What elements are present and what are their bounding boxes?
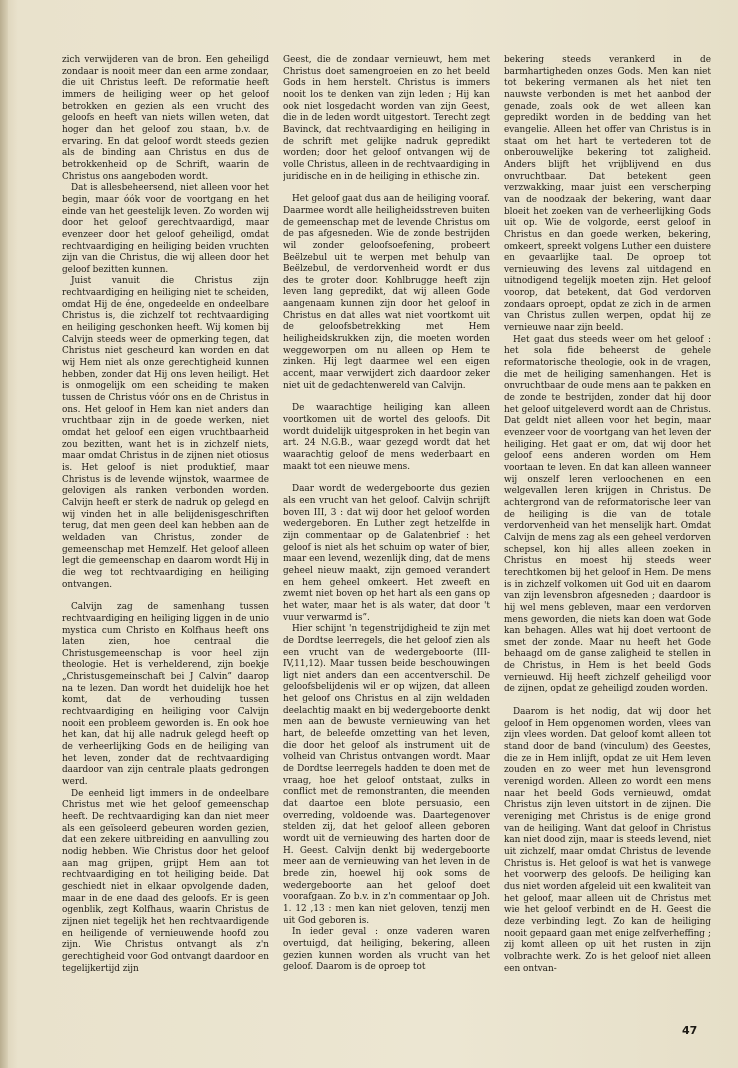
paragraph: De waarachtige heiliging kan alleen voortkomen uit de wortel des geloofs. Dit wordt duidelijk uitgesproken in het begin van art. 24 N.G.B., waar gezegd wordt dat het waarachtig geloof de mens wederbaart en maakt tot een nieuwe mens. [283,403,490,472]
paragraph: bekering steeds verankerd in de barmhartigheden onzes Gods. Men kan niet tot bekering vermanen als het niet ten nauwste verbonden is met het aanbod der genade, zoals ook de wet alleen kan gepredikt worden in de bedding van het evangelie. Alleen het offer van Christus is in staat om het hart te vertederen tot de onberouwelijke bekering tot zaligheid. Anders blijft het vrijblijvend en dus onvruchtbaar. Dat betekent geen verzwakking, maar juist een verscherping van de noodzaak der bekering, want daar bloeit het zoeken van de verheerlijking Gods uit op. Wie de volgorde, eerst geloof in Christus en dan goede werken, bekering, omkeert, spreekt volgens Luther een duistere en gevaarlijke taal. De oproep tot vernieuwing des levens zal uitdagend en uitnodigend tegelijk moeten zijn. Het geloof voorop, dat betekent, dat God verdorven zondaars oproept, opdat ze zich in de armen van Christus zullen werpen, opdat hij ze vernieuwe naar zijn beeld. [504,55,711,334]
paragraph: Daarom is het nodig, dat wij door het geloof in Hem opgenomen worden, vlees van zijn vlees worden. Dat geloof komt alleen tot stand door de band (vinculum) des Geestes, die ze in Hem inlijft, opdat ze uit Hem leven zouden en zo weer met hun levensgrond verenigd worden. Alleen zo wordt een mens naar het beeld Gods vernieuwd, omdat Christus zijn leven uitstort in de zijnen. Die vereniging met Christus is de enige grond van de heiliging. Want dat geloof in Christus kan niet dood zijn, maar is steeds levend, niet uit zichzelf, maar omdat Christus de levende Christus is. Het geloof is wat het is vanwege het voorwerp des geloofs. De heiliging kan dus niet worden afgeleid uit een kwaliteit van het geloof, maar alleen uit de Christus met wie het geloof verbindt en de H. Geest die deze verbinding legt. Zo kan de heiliging nooit gepaard gaan met enige zelfverheffing ; zij komt alleen op uit het rusten in zijn volbrachte werk. Zo is het geloof niet alleen een ontvan- [504,707,711,974]
paragraph: Geest, die de zondaar vernieuwt, hem met Christus doet samengroeien en zo het beeld Gods in hem herstelt. Christus is immers nooit los te denken van zijn leden ; Hij kan ook niet losgedacht worden van zijn Geest, die in de leden wordt uitgestort. Terecht zegt Bavinck, dat rechtvaardiging en heiliging in de schrift met gelijke nadruk gepredikt worden; door het geloof ontvangen wij de volle Christus, alleen in de rechtvaardiging in juridische en in de heiliging in ethische zin. [283,55,490,182]
paragraph: zich verwijderen van de bron. Een geheiligd zondaar is nooit meer dan een arme zondaar, die uit Christus leeft. De reformatie heeft immers de heiliging weer op het geloof betrokken en gezien als een vrucht des geloofs en heeft van niets willen weten, dat hoger dan het geloof zou staan, b.v. de ervaring. En dat geloof wordt steeds gezien als de binding aan Christus en dus de betrokkenheid op de Schrift, waarin de Christus ons aangeboden wordt. [62,55,269,182]
paragraph: Hier schijnt 'n tegenstrijdigheid te zijn met de Dordtse leerregels, die het geloof zien als een vrucht van de wedergeboorte (III-IV,11,12). Maar tussen beide beschouwingen ligt niet anders dan een accentverschil. De geloofsbelijdenis wil er op wijzen, dat alleen het geloof ons Christus en al zijn weldaden deelachtig maakt en bij wedergeboorte denkt men aan de bewuste vernieuwing van het hart, de beleefde omzetting van het leven, die door het geloof als instrument uit de volheid van Christus ontvangen wordt. Maar de Dordtse leerregels hadden te doen met de vraag, hoe het geloof ontstaat, zulks in conflict met de remonstranten, die meenden dat daartoe een blote persuasio, een overreding, voldoende was. Daartegenover stelden zij, dat het geloof alleen geboren wordt uit de vernieuwing des harten door de H. Geest. Calvijn denkt bij wedergeboorte meer aan de vernieuwing van het leven in de brede zin, hoewel hij ook soms de wedergeboorte aan het geloof doet voorafgaan. Zo b.v. in z'n commentaar op Joh. 1. 12 ,13 : men kan niet geloven, tenzij men uit God geboren is. [283,624,490,926]
text-columns [62,55,712,1030]
page-number: 47 [682,1024,698,1037]
paragraph: Het gaat dus steeds weer om het geloof : het sola fide beheerst de gehele reformatorische theologie, ook in de vragen, die met de heiliging samenhangen. Het is onvruchtbaar de oude mens aan te pakken en de zonde te bestrijden, zonder dat hij door het geloof uitgeleverd wordt aan de Christus. Dat geldt niet alleen voor het begin, maar evenzeer voor de voortgang van het leven der heiliging. Het gaat er om, dat wij door het geloof eens anderen worden om Hem voortaan te leven. En dat kan alleen wanneer wij onszelf leren verloochenen en een welgevallen leren krijgen in Christus. De achtergrond van de reformatorische leer van de heiliging is die van de totale verdorvenheid van het menselijk hart. Omdat Calvijn de mens zag als een geheel verdorven schepsel, kon hij alles alleen zoeken in Christus en moest hij steeds weer terechtkomen bij het geloof in Hem. De mens is in zichzelf volkomen uit God uit en daarom van zijn levensbron afgesneden ; daardoor is hij wel mens gebleven, maar een verdorven mens geworden, die niets kan doen wat Gode kan behagen. Alles wat hij doet vertoont de smet der zonde. Maar nu heeft het Gode behaagd om de ganse zaligheid te stellen in de Christus, in Hem is het beeld Gods vernieuwd. Hij heeft zichzelf geheiligd voor de zijnen, opdat ze geheiligd zouden worden. [504,334,711,695]
paragraph: Daar wordt de wedergeboorte dus gezien als een vrucht van het geloof. Calvijn schrijft boven III, 3 : dat wij door het geloof worden wedergeboren. En Luther zegt hetzelfde in zijn commentaar op de Galatenbrief : het geloof is niet als het schuim op water of bier, maar een levend, wezenlijk ding, dat de mens geheel nieuw maakt, zijn gemoed verandert en hem geheel omkeert. Het zweeft en zwemt niet boven op het hart als een gans op het water, maar het is als water, dat door 't vuur verwarmd is”. [283,484,490,623]
paragraph: Calvijn zag de samenhang tussen rechtvaardiging en heiliging liggen in de unio mystica cum Christo en Kolfhaus heeft ons laten zien, hoe centraal die Christusgemeenschap is voor heel zijn theologie. Het is verhelderend, zijn boekje „Christusgemeinschaft bei J Calvin” daarop na te lezen. Dan wordt het duidelijk hoe het komt, dat de verhouding tussen rechtvaardiging en heiliging voor Calvijn nooit een probleem geworden is. En ook hoe het kan, dat hij alle nadruk gelegd heeft op de verheerlijking Gods en de heiliging van het leven, zonder dat de rechtvaardiging daardoor van zijn centrale plaats gedrongen werd. [62,602,269,788]
paragraph: Het geloof gaat dus aan de heiliging vooraf. Daarmee wordt alle heiligheidsstreven buiten de gemeenschap met de levende Christus om de pas afgesneden. Wie de zonde bestrijden wil zonder geloofsoefening, probeert Beëlzebul uit te werpen met behulp van Beëlzebul, de verdorvenheid wordt er dus des te groter door. Kohlbrugge heeft zijn leven lang gepredikt, dat wij alleen Gode aangenaam kunnen zijn door het geloof in Christus en dat alles wat niet voortkomt uit de geloofsbetrekking met Hem heiligheidskrukken zijn, die moeten worden weggeworpen om nu alleen op Hem te zinken. Hij legt daarmee wel een eigen accent, maar verwijdert zich daardoor zeker niet uit de gedachtenwereld van Calvijn. [283,194,490,391]
column-right [504,55,711,1030]
paragraph: Juist vanuit die Christus zijn rechtvaardiging en heiliging niet te scheiden, omdat Hij de éne, ongedeelde en ondeelbare Christus is, die zichzelf tot rechtvaardiging en heiliging geschonken heeft. Wij komen bij Calvijn steeds weer de opmerking tegen, dat Christus niet gescheurd kan worden en dat wij Hem niet als onze gerechtigheid kunnen hebben, zonder dat Hij ons leven heiligt. Het is onmogelijk om een scheiding te maken tussen de Christus vóór ons en de Christus in ons. Het geloof in Hem kan niet anders dan vruchtbaar zijn in de goede werken, niet omdat het geloof een eigen vruchtbaarheid zou bezitten, want het is in zichzelf niets, maar omdat Christus in de zijnen niet otiosus is. Het geloof is niet produktief, maar Christus is de levende wijnstok, waarmee de gelovigen als ranken verbonden worden. Calvijn heeft er sterk de nadruk op gelegd en wij vinden het in alle belijdenisgeschriften terug, dat men geen deel kan hebben aan de weldaden van Christus, zonder de gemeenschap met Hemzelf. Het geloof alleen legt die gemeenschap en daarom wordt Hij in die weg tot rechtvaardiging en heiliging ontvangen. [62,276,269,590]
paragraph: De eenheid ligt immers in de ondeelbare Christus met wie het geloof gemeenschap heeft. De rechtvaardiging kan dan niet meer als een geïsoleerd gebeuren worden gezien, dat een zekere uitbreiding en aanvulling zou nodig hebben. Wie Christus door het geloof aan mag grijpen, grijpt Hem aan tot rechtvaardiging en tot heiliging beide. Dat geschiedt niet in elkaar opvolgende daden, maar in de ene daad des geloofs. Er is geen ogenblik, zegt Kolfhaus, waarin Christus de zijnen niet tegelijk het hen rechtvaardigende en heiligende of vernieuwende hoofd zou zijn. Wie Christus ontvangt als z'n gerechtigheid voor God ontvangt daardoor en tegelijkertijd zijn [62,788,269,974]
column-left [62,55,269,1030]
paragraph: Dat is allesbeheersend, niet alleen voor het begin, maar óók voor de voortgang en het einde van het geestelijk leven. Zo worden wij door het geloof gerechtvaardigd, maar evenzeer door het geloof geheiligd, omdat rechtvaardiging en heiliging beiden vruchten zijn van die Christus, die wij alleen door het geloof bezitten kunnen. [62,183,269,275]
binding-edge [0,0,8,1068]
column-middle [283,55,490,1030]
paragraph: In ieder geval : onze vaderen waren overtuigd, dat heiliging, bekering, alleen gezien kunnen worden als vrucht van het geloof. Daarom is de oproep tot [283,927,490,973]
